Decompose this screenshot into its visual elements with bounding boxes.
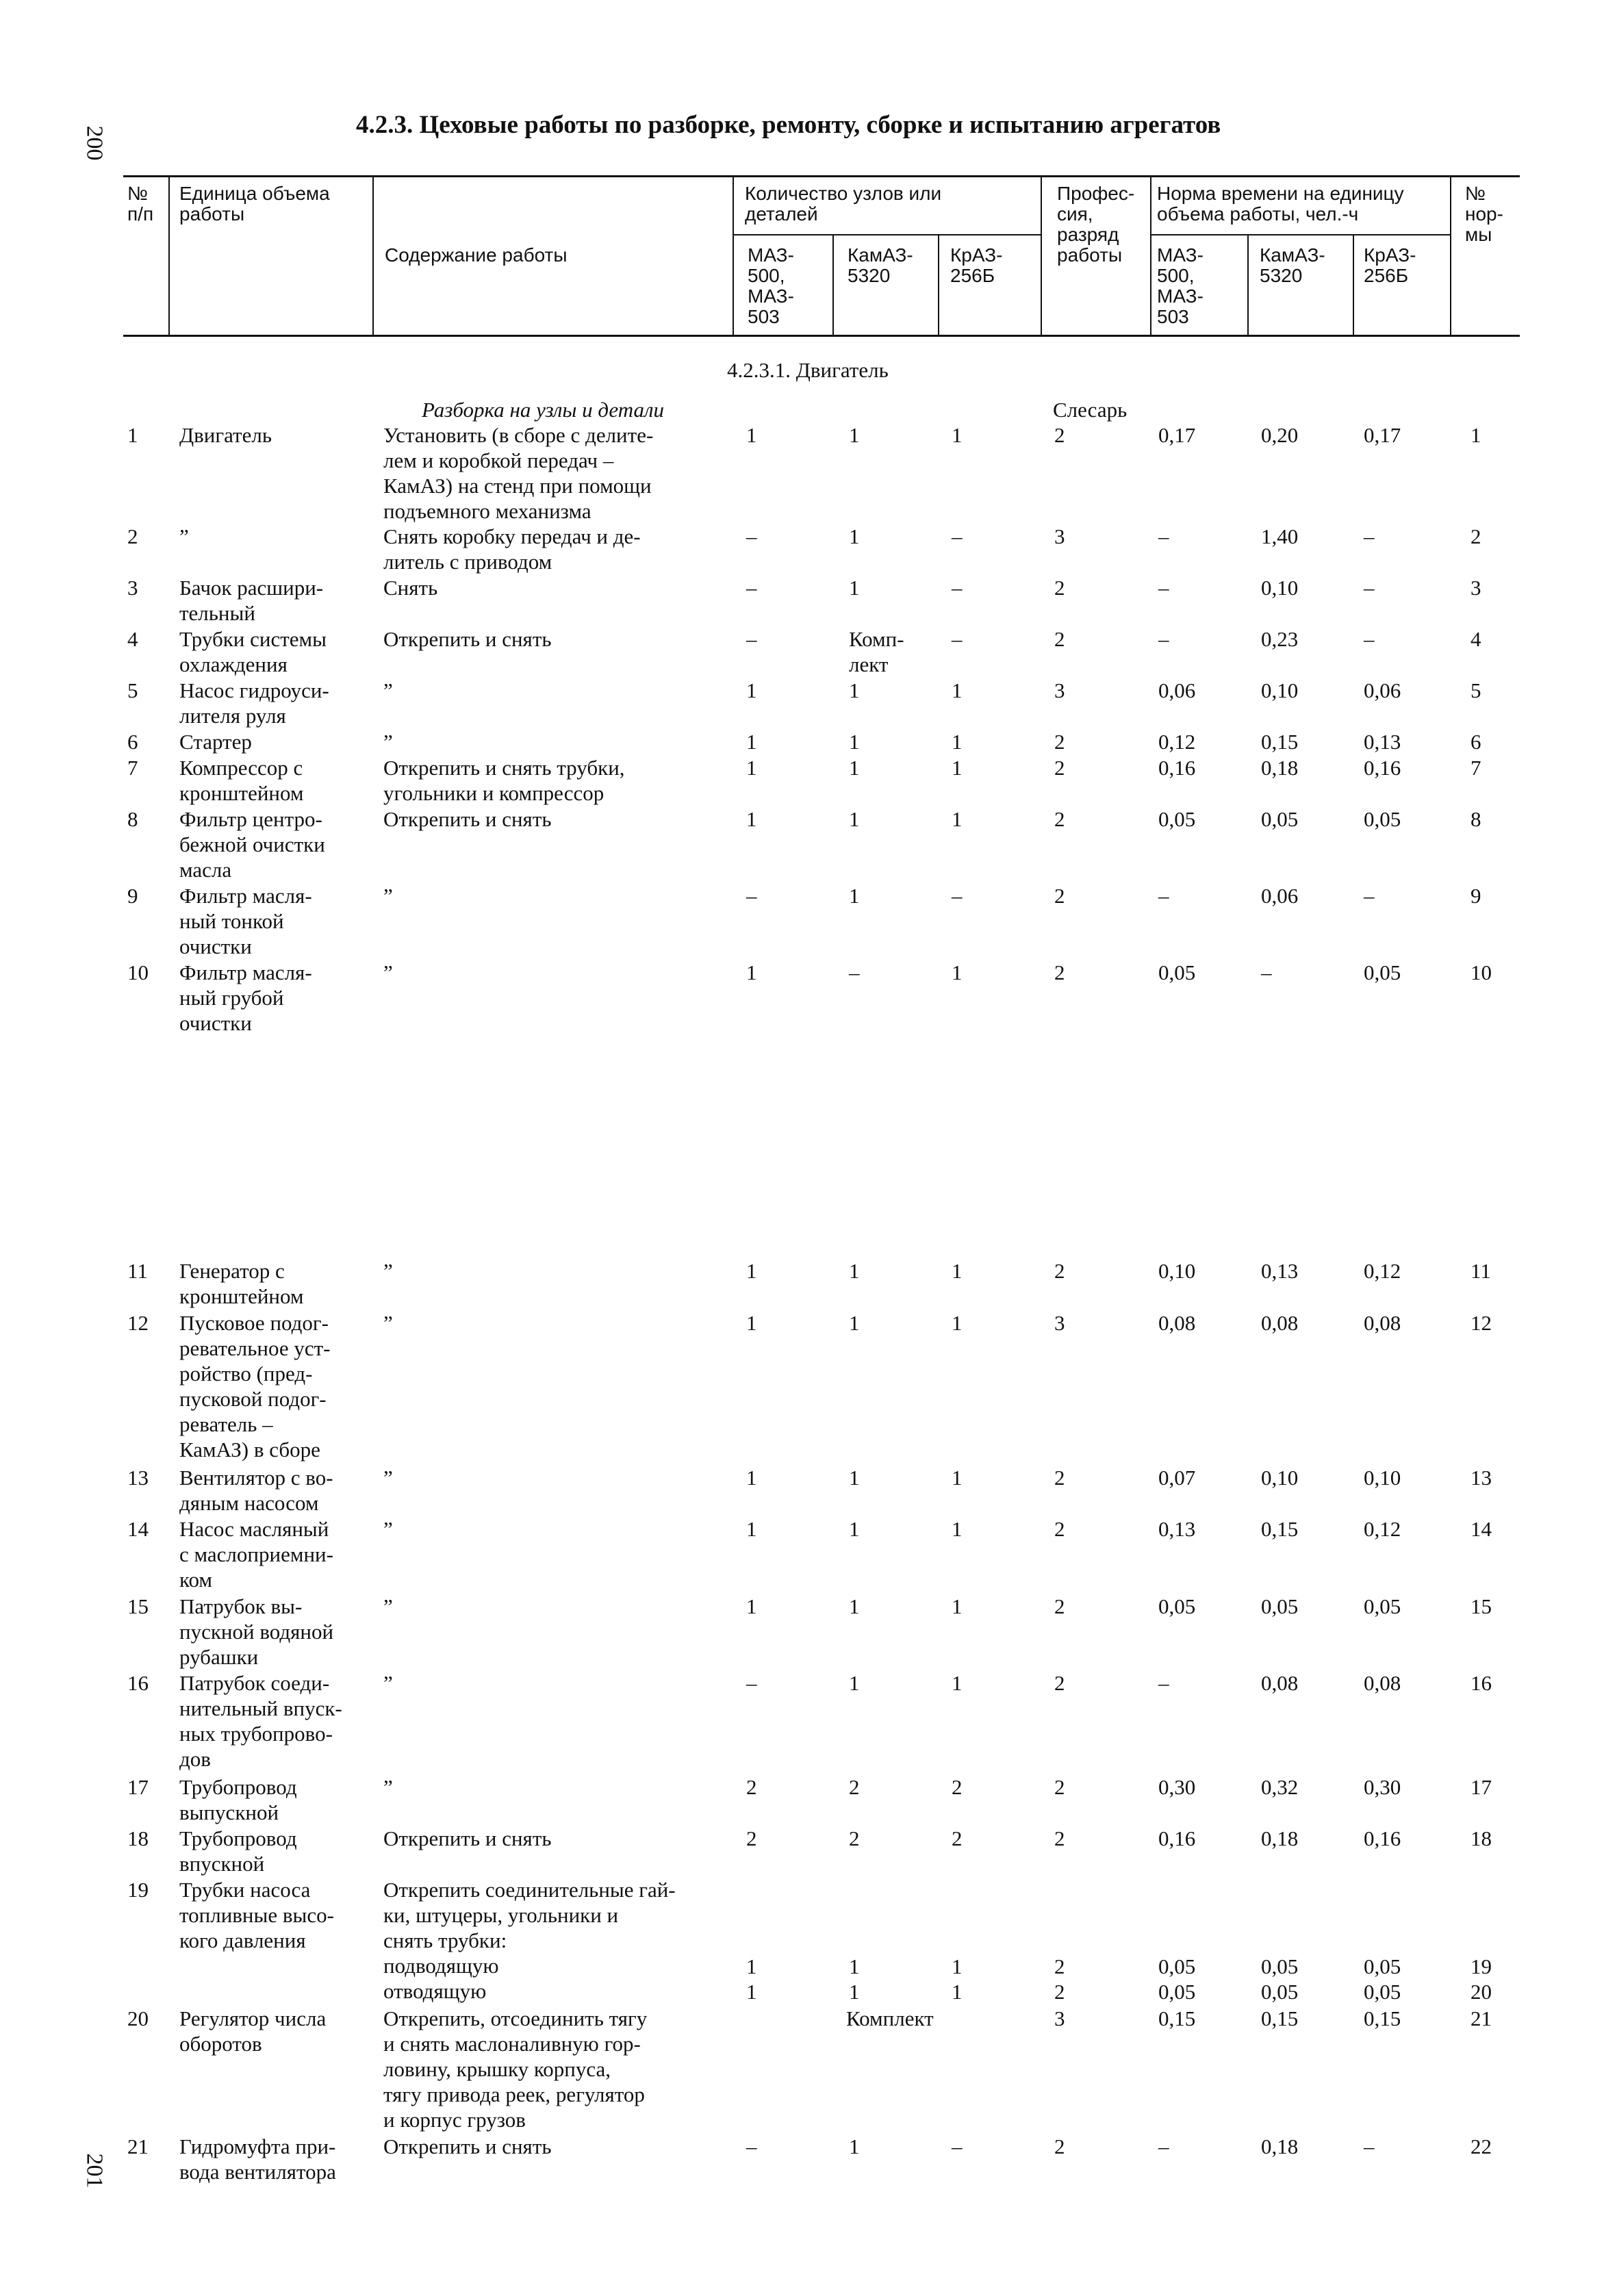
row-3-unit: Бачок расшири- тельный [179,576,324,625]
row-21-n: 21 [127,2134,149,2158]
row-1-n: 1 [127,423,138,447]
row-12-q1: 1 [746,1311,757,1335]
row-7-n: 7 [127,756,138,780]
row-13-p: 2 [1054,1466,1065,1490]
row-2-p: 3 [1054,524,1065,548]
row-1-t2: 0,20 [1261,423,1299,447]
header-col-divider [832,234,834,335]
row-17-t3: 0,30 [1364,1775,1401,1799]
row-17-q2: 2 [849,1775,860,1799]
row-19-t2: 0,05 0,05 [1261,1954,1299,2004]
row-2-n: 2 [127,524,138,548]
row-9-t2: 0,06 [1261,884,1299,908]
row-3-q2: 1 [849,576,860,600]
row-16-p: 2 [1054,1671,1065,1695]
row-6-n: 6 [127,730,138,754]
row-5-unit: Насос гидроуси- лителя руля [179,678,329,728]
row-11-no: 11 [1470,1259,1491,1283]
subsection-title: Разборка на узлы и детали [422,398,665,422]
row-6-unit: Стартер [179,730,252,754]
header-norm: Норма времени на единицу объема работы, чел.-ч [1157,183,1404,225]
row-18-t2: 0,18 [1261,1826,1299,1850]
row-17-p: 2 [1054,1775,1065,1799]
row-19-q2: 1 1 [849,1954,860,2004]
row-8-q1: 1 [746,807,757,831]
header-qty-kamaz: КамАЗ- 5320 [848,244,913,286]
row-15-content: ” [383,1594,393,1618]
row-20-t1: 0,15 [1158,2006,1196,2030]
row-10-q3: 1 [952,960,963,984]
row-2-content: Снять коробку передач и де- литель с приводом [383,524,641,574]
header-norm-no: № нор- мы [1465,183,1503,245]
row-19-n: 19 [127,1878,149,1902]
row-9-q3: – [952,884,963,908]
row-6-q3: 1 [952,730,963,754]
row-9-n: 9 [127,884,138,908]
row-18-q2: 2 [849,1826,860,1850]
row-12-no: 12 [1470,1311,1492,1335]
row-16-t2: 0,08 [1261,1671,1299,1695]
row-16-q1: – [746,1671,757,1695]
row-20-p: 3 [1054,2006,1065,2030]
row-6-p: 2 [1054,730,1065,754]
row-14-p: 2 [1054,1517,1065,1541]
row-5-content: ” [383,678,393,702]
row-4-q3: – [952,627,963,651]
row-20-n: 20 [127,2006,149,2030]
row-2-unit: ” [179,524,189,548]
row-6-t1: 0,12 [1158,730,1196,754]
row-20-content: Открепить, отсоединить тягу и снять маслоналивную гор- ловину, крышку корпуса, тягу привода реек, регулятор и корпус грузов [383,2006,648,2132]
row-8-unit: Фильтр центро- бежной очистки масла [179,807,325,882]
row-14-q2: 1 [849,1517,860,1541]
row-2-t2: 1,40 [1261,524,1299,548]
row-9-q1: – [746,884,757,908]
row-17-content: ” [383,1775,393,1799]
row-21-q1: – [746,2134,757,2158]
row-18-p: 2 [1054,1826,1065,1850]
row-10-t3: 0,05 [1364,960,1401,984]
row-11-q1: 1 [746,1259,757,1283]
row-12-q3: 1 [952,1311,963,1335]
row-2-q2: 1 [849,524,860,548]
row-8-content: Открепить и снять [383,807,552,831]
row-8-n: 8 [127,807,138,831]
row-7-t1: 0,16 [1158,756,1196,780]
row-4-q2: Комп- лект [849,627,904,676]
row-16-unit: Патрубок соеди- нительный впуск- ных трубопрово- дов [179,1671,342,1771]
row-13-no: 13 [1470,1466,1492,1490]
row-19-q3: 1 1 [952,1954,963,2004]
row-13-n: 13 [127,1466,149,1490]
row-10-unit: Фильтр масля- ный грубой очистки [179,960,312,1035]
row-16-t1: – [1158,1671,1169,1695]
row-7-content: Открепить и снять трубки, угольники и компрессор [383,756,625,805]
header-sub-rule [733,234,1041,235]
row-3-t3: – [1364,576,1375,600]
row-3-n: 3 [127,576,138,600]
row-6-q1: 1 [746,730,757,754]
row-3-content: Снять [383,576,438,600]
row-21-q3: – [952,2134,963,2158]
row-14-unit: Насос масляный с маслоприемни- ком [179,1517,333,1592]
row-15-unit: Патрубок вы- пускной водяной рубашки [179,1594,334,1669]
row-1-q2: 1 [849,423,860,447]
header-qty: Количество узлов или деталей [745,183,942,225]
header-prof: Профес- сия, разряд работы [1057,183,1135,266]
row-10-q2: – [849,960,860,984]
row-7-no: 7 [1470,756,1481,780]
row-7-q3: 1 [952,756,963,780]
row-4-t2: 0,23 [1261,627,1299,651]
row-12-p: 3 [1054,1311,1065,1335]
row-15-q2: 1 [849,1594,860,1618]
header-col-divider [1150,175,1151,335]
row-9-p: 2 [1054,884,1065,908]
row-3-p: 2 [1054,576,1065,600]
row-10-q1: 1 [746,960,757,984]
row-1-content: Установить (в сборе с делите- лем и коробкой передач – КамАЗ) на стенд при помощи подъемного механизма [383,423,654,523]
row-14-t2: 0,15 [1261,1517,1299,1541]
row-21-content: Открепить и снять [383,2134,552,2158]
header-col-divider [1450,175,1451,335]
row-9-no: 9 [1470,884,1481,908]
row-5-t2: 0,10 [1261,678,1299,702]
row-5-q1: 1 [746,678,757,702]
row-11-t2: 0,13 [1261,1259,1299,1283]
row-11-t3: 0,12 [1364,1259,1401,1283]
row-15-n: 15 [127,1594,149,1618]
row-13-content: ” [383,1466,393,1490]
row-2-t1: – [1158,524,1169,548]
row-1-no: 1 [1470,423,1481,447]
row-6-no: 6 [1470,730,1481,754]
row-6-t3: 0,13 [1364,730,1401,754]
row-9-q2: 1 [849,884,860,908]
row-2-q1: – [746,524,757,548]
row-11-content: ” [383,1259,393,1283]
row-19-t1: 0,05 0,05 [1158,1954,1196,2004]
row-10-t2: – [1261,960,1272,984]
row-6-content: ” [383,730,393,754]
row-18-q1: 2 [746,1826,757,1850]
row-15-t3: 0,05 [1364,1594,1401,1618]
row-3-t2: 0,10 [1261,576,1299,600]
row-4-p: 2 [1054,627,1065,651]
row-17-n: 17 [127,1775,149,1799]
row-4-t3: – [1364,627,1375,651]
row-15-q3: 1 [952,1594,963,1618]
row-4-t1: – [1158,627,1169,651]
row-12-t1: 0,08 [1158,1311,1196,1335]
row-18-t3: 0,16 [1364,1826,1401,1850]
header-col-divider [1353,234,1354,335]
row-16-content: ” [383,1671,393,1695]
row-5-q2: 1 [849,678,860,702]
row-4-content: Открепить и снять [383,627,552,651]
row-4-q1: – [746,627,757,651]
row-20-no: 21 [1470,2006,1492,2030]
row-2-q3: – [952,524,963,548]
row-19-no: 19 20 [1470,1954,1492,2004]
row-16-q2: 1 [849,1671,860,1695]
page-number-top: 200 [81,125,107,161]
row-11-q2: 1 [849,1259,860,1283]
row-21-p: 2 [1054,2134,1065,2158]
row-1-q3: 1 [952,423,963,447]
row-19-p: 2 2 [1054,1954,1065,2004]
header-sub-rule [1150,234,1450,235]
header-num: № п/п [127,183,154,225]
row-10-no: 10 [1470,960,1492,984]
row-4-unit: Трубки системы охлаждения [179,627,327,676]
row-9-t1: – [1158,884,1169,908]
row-13-q1: 1 [746,1466,757,1490]
header-col-divider [733,175,734,335]
row-21-q2: 1 [849,2134,860,2158]
row-18-t1: 0,16 [1158,1826,1196,1850]
profession: Слесарь [1053,398,1128,422]
row-11-p: 2 [1054,1259,1065,1283]
row-2-t3: – [1364,524,1375,548]
row-10-t1: 0,05 [1158,960,1196,984]
row-19-q1: 1 1 [746,1954,757,2004]
header-col-divider [372,175,374,335]
row-17-q3: 2 [952,1775,963,1799]
row-3-no: 3 [1470,576,1481,600]
row-1-t3: 0,17 [1364,423,1401,447]
header-col-divider [168,175,170,335]
row-5-q3: 1 [952,678,963,702]
row-20-t2: 0,15 [1261,2006,1299,2030]
row-13-q3: 1 [952,1466,963,1490]
header-top-rule [123,175,1520,177]
row-11-q3: 1 [952,1259,963,1283]
header-norm-maz: МАЗ- 500, МАЗ- 503 [1157,244,1204,327]
row-15-p: 2 [1054,1594,1065,1618]
page-number-bottom: 201 [81,2153,107,2189]
header-norm-kraz: КрАЗ- 256Б [1364,244,1416,286]
row-11-n: 11 [127,1259,148,1283]
row-5-t1: 0,06 [1158,678,1196,702]
row-8-t1: 0,05 [1158,807,1196,831]
row-21-t2: 0,18 [1261,2134,1299,2158]
row-7-t2: 0,18 [1261,756,1299,780]
row-13-t1: 0,07 [1158,1466,1196,1490]
row-16-t3: 0,08 [1364,1671,1401,1695]
header-norm-kamaz: КамАЗ- 5320 [1260,244,1325,286]
row-3-q1: – [746,576,757,600]
row-1-unit: Двигатель [179,423,272,447]
row-21-no: 22 [1470,2134,1492,2158]
row-16-q3: 1 [952,1671,963,1695]
header-bottom-rule [123,335,1520,337]
row-7-q1: 1 [746,756,757,780]
row-19-t3: 0,05 0,05 [1364,1954,1401,2004]
row-21-t3: – [1364,2134,1375,2158]
row-6-q2: 1 [849,730,860,754]
row-13-t3: 0,10 [1364,1466,1401,1490]
row-13-t2: 0,10 [1261,1466,1299,1490]
row-10-content: ” [383,960,393,984]
row-12-q2: 1 [849,1311,860,1335]
row-9-content: ” [383,884,393,908]
header-qty-kraz: КрАЗ- 256Б [950,244,1003,286]
row-17-q1: 2 [746,1775,757,1799]
row-21-unit: Гидромуфта при- вода вентилятора [179,2134,336,2184]
row-8-t3: 0,05 [1364,807,1401,831]
row-8-no: 8 [1470,807,1481,831]
row-13-unit: Вентилятор с во- дяным насосом [179,1466,333,1515]
page-title: 4.2.3. Цеховые работы по разборке, ремонту, сборке и испытанию агрегатов [356,111,1221,139]
row-12-content: ” [383,1311,393,1335]
row-5-n: 5 [127,678,138,702]
row-1-t1: 0,17 [1158,423,1196,447]
row-1-q1: 1 [746,423,757,447]
row-5-no: 5 [1470,678,1481,702]
row-17-t1: 0,30 [1158,1775,1196,1799]
row-15-no: 15 [1470,1594,1492,1618]
row-14-n: 14 [127,1517,149,1541]
row-14-no: 14 [1470,1517,1492,1541]
row-10-p: 2 [1054,960,1065,984]
row-8-q2: 1 [849,807,860,831]
section-title: 4.2.3.1. Двигатель [727,358,889,382]
row-10-n: 10 [127,960,149,984]
row-14-t1: 0,13 [1158,1517,1196,1541]
row-15-q1: 1 [746,1594,757,1618]
row-17-t2: 0,32 [1261,1775,1299,1799]
row-14-t3: 0,12 [1364,1517,1401,1541]
row-8-q3: 1 [952,807,963,831]
row-13-q2: 1 [849,1466,860,1490]
row-15-t2: 0,05 [1261,1594,1299,1618]
header-content: Содержание работы [385,244,568,266]
row-8-p: 2 [1054,807,1065,831]
header-unit: Единица объема работы [179,183,330,225]
row-15-t1: 0,05 [1158,1594,1196,1618]
row-1-p: 2 [1054,423,1065,447]
row-4-no: 4 [1470,627,1481,651]
row-9-t3: – [1364,884,1375,908]
row-7-q2: 1 [849,756,860,780]
header-qty-maz: МАЗ- 500, МАЗ- 503 [748,244,794,327]
row-21-t1: – [1158,2134,1169,2158]
row-4-n: 4 [127,627,138,651]
row-20-t3: 0,15 [1364,2006,1401,2030]
row-16-no: 16 [1470,1671,1492,1695]
row-9-unit: Фильтр масля- ный тонкой очистки [179,884,312,958]
row-12-t3: 0,08 [1364,1311,1401,1335]
row-19-content: Открепить соединительные гай- ки, штуцеры, угольники и снять трубки: подводящую отводящую [383,1878,676,2003]
row-12-t2: 0,08 [1261,1311,1299,1335]
row-18-content: Открепить и снять [383,1826,552,1850]
header-col-divider [1247,234,1249,335]
row-20-unit: Регулятор числа оборотов [179,2006,327,2056]
row-2-no: 2 [1470,524,1481,548]
row-18-unit: Трубопровод впускной [179,1826,297,1876]
row-16-n: 16 [127,1671,149,1695]
row-19-unit: Трубки насоса топливные высо- кого давления [179,1878,334,1952]
row-6-t2: 0,15 [1261,730,1299,754]
row-3-q3: – [952,576,963,600]
row-8-t2: 0,05 [1261,807,1299,831]
row-7-unit: Компрессор с кронштейном [179,756,304,805]
row-3-t1: – [1158,576,1169,600]
row-12-n: 12 [127,1311,149,1335]
row-18-no: 18 [1470,1826,1492,1850]
row-17-unit: Трубопровод выпускной [179,1775,297,1824]
row-11-unit: Генератор с кронштейном [179,1259,304,1308]
row-18-n: 18 [127,1826,149,1850]
row-18-q3: 2 [952,1826,963,1850]
header-col-divider [938,234,939,335]
header-col-divider [1041,175,1042,335]
row-7-p: 2 [1054,756,1065,780]
row-14-q3: 1 [952,1517,963,1541]
row-11-t1: 0,10 [1158,1259,1196,1283]
row-7-t3: 0,16 [1364,756,1401,780]
row-17-no: 17 [1470,1775,1492,1799]
row-5-p: 3 [1054,678,1065,702]
row-14-content: ” [383,1517,393,1541]
row-5-t3: 0,06 [1364,678,1401,702]
row-20-q2: Комплект [846,2006,934,2030]
row-12-unit: Пусковое подог- ревательное уст- ройство (пред- пусковой подог- реватель – КамАЗ) в сборе [179,1311,331,1462]
row-14-q1: 1 [746,1517,757,1541]
